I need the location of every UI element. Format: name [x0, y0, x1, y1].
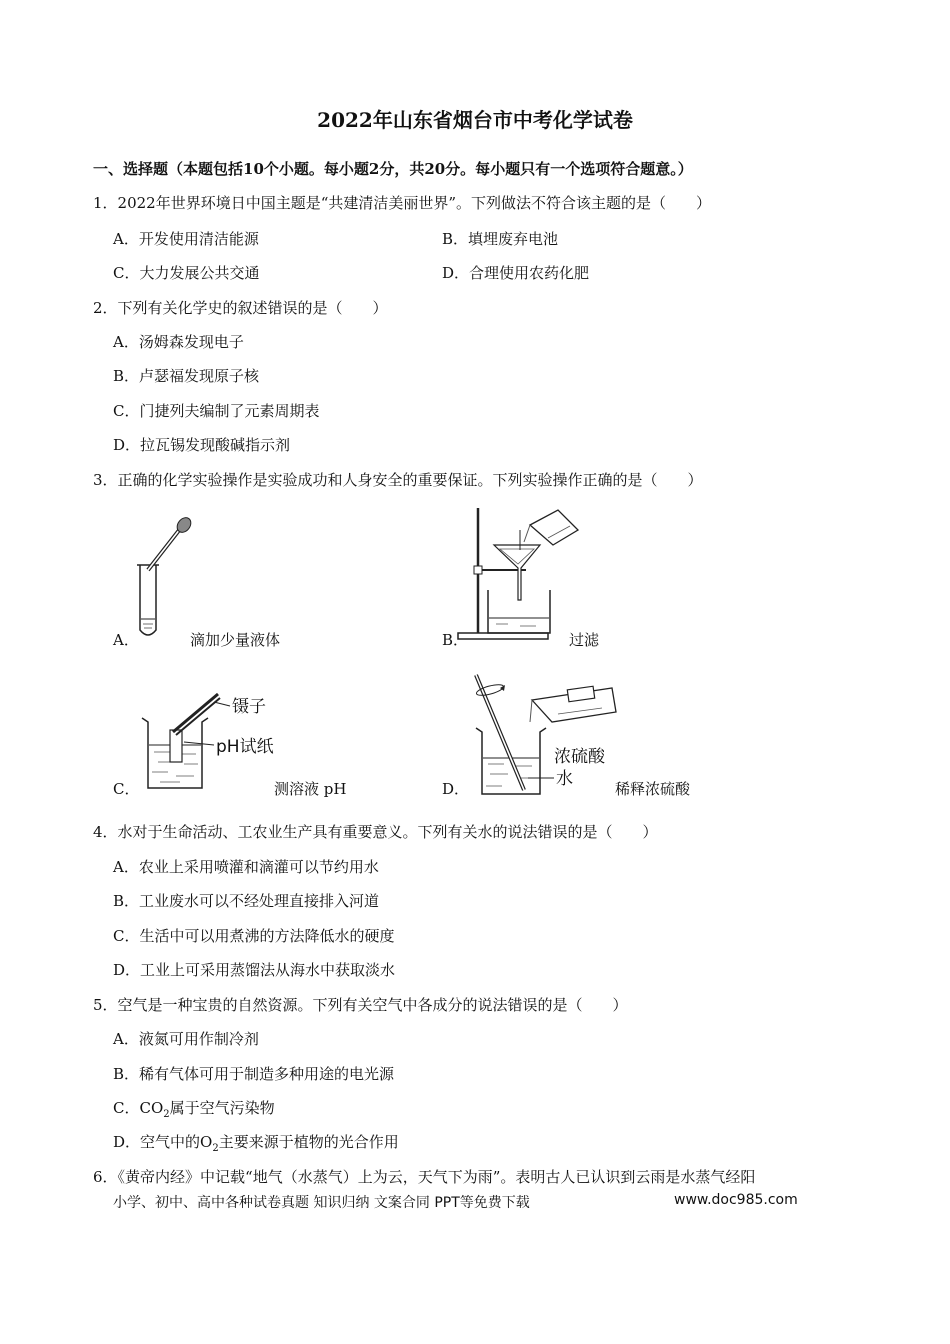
option-d-prefix: D．空气中的O: [113, 1133, 213, 1151]
question-3-option-d-caption: 稀释浓硫酸: [615, 780, 691, 798]
question-5-stem: 5．空气是一种宝贵的自然资源。下列有关空气中各成分的说法错误的是（ ）: [93, 996, 628, 1014]
question-2-option-a: A．汤姆森发现电子: [113, 333, 244, 351]
question-3-option-a-caption: 滴加少量液体: [190, 631, 281, 649]
question-1-stem: 1．2022年世界环境日中国主题是“共建清洁美丽世界”。下列做法不符合该主题的是（ ）: [93, 194, 712, 212]
dropper-test-tube-figure: [130, 515, 200, 645]
concentrated-acid-label: 浓硫酸: [554, 747, 605, 767]
question-3-option-b-letter: B．: [442, 631, 469, 649]
question-2-option-d: D．拉瓦锡发现酸碱指示剂: [113, 436, 291, 454]
question-6-stem: 6．《黄帝内经》中记载“地气（水蒸气）上为云，天气下为雨”。表明古人已认识到云雨是水蒸气经阳: [93, 1168, 756, 1186]
filtration-apparatus-figure: [458, 500, 583, 645]
page-title: 2022年山东省烟台市中考化学试卷: [317, 108, 633, 132]
question-4-option-a: A．农业上采用喷灌和滴灌可以节约用水: [113, 858, 379, 876]
ph-paper-label: pH试纸: [216, 737, 274, 757]
co2-subscript: 2: [163, 1109, 170, 1120]
question-2-option-b: B．卢瑟福发现原子核: [113, 367, 260, 385]
water-label: 水: [556, 769, 573, 789]
question-1-option-c: C．大力发展公共交通: [113, 264, 260, 282]
question-4-option-c: C．生活中可以用煮沸的方法降低水的硬度: [113, 927, 395, 945]
question-3-option-c-letter: C．: [113, 780, 140, 798]
question-5-option-c: [113, 1097, 275, 1120]
question-1-option-a: A．开发使用清洁能源: [113, 230, 259, 248]
dilute-sulfuric-acid-figure: [462, 670, 622, 800]
question-1-option-d: D．合理使用农药化肥: [442, 264, 590, 282]
option-c-prefix: C．CO: [113, 1099, 164, 1117]
question-3-stem: 3．正确的化学实验操作是实验成功和人身安全的重要保证。下列实验操作正确的是（ ）: [93, 471, 703, 489]
section-heading: 一、选择题（本题包括10个小题。每小题2分，共20分。每小题只有一个选项符合题意。）: [93, 160, 693, 178]
question-3-option-c-caption: 测溶液 pH: [274, 780, 347, 798]
question-2-option-c: C．门捷列夫编制了元素周期表: [113, 402, 320, 420]
footer-website-link[interactable]: www.doc985.com: [674, 1192, 798, 1208]
option-c-suffix: 属于空气污染物: [169, 1099, 275, 1117]
question-5-option-a: A．液氮可用作制冷剂: [113, 1030, 259, 1048]
question-3-option-b-caption: 过滤: [569, 631, 600, 649]
ph-test-figure: [140, 690, 280, 795]
option-d-suffix: 主要来源于植物的光合作用: [218, 1133, 399, 1151]
question-2-stem: 2．下列有关化学史的叙述错误的是（ ）: [93, 299, 388, 317]
question-5-option-d: [113, 1131, 399, 1154]
tweezers-label: 镊子: [232, 697, 266, 717]
footer-promo-text: 小学、初中、高中各种试卷真题 知识归纳 文案合同 PPT等免费下载: [113, 1195, 530, 1211]
question-3-option-a-letter: A．: [113, 631, 139, 649]
question-5-option-b: B．稀有气体可用于制造多种用途的电光源: [113, 1065, 395, 1083]
question-3-option-d-letter: D．: [442, 780, 470, 798]
o2-subscript: 2: [212, 1143, 219, 1154]
question-1-option-b: B．填埋废弃电池: [442, 230, 559, 248]
question-4-option-b: B．工业废水可以不经处理直接排入河道: [113, 892, 380, 910]
question-4-option-d: D．工业上可采用蒸馏法从海水中获取淡水: [113, 961, 396, 979]
question-4-stem: 4．水对于生命活动、工农业生产具有重要意义。下列有关水的说法错误的是（ ）: [93, 823, 658, 841]
